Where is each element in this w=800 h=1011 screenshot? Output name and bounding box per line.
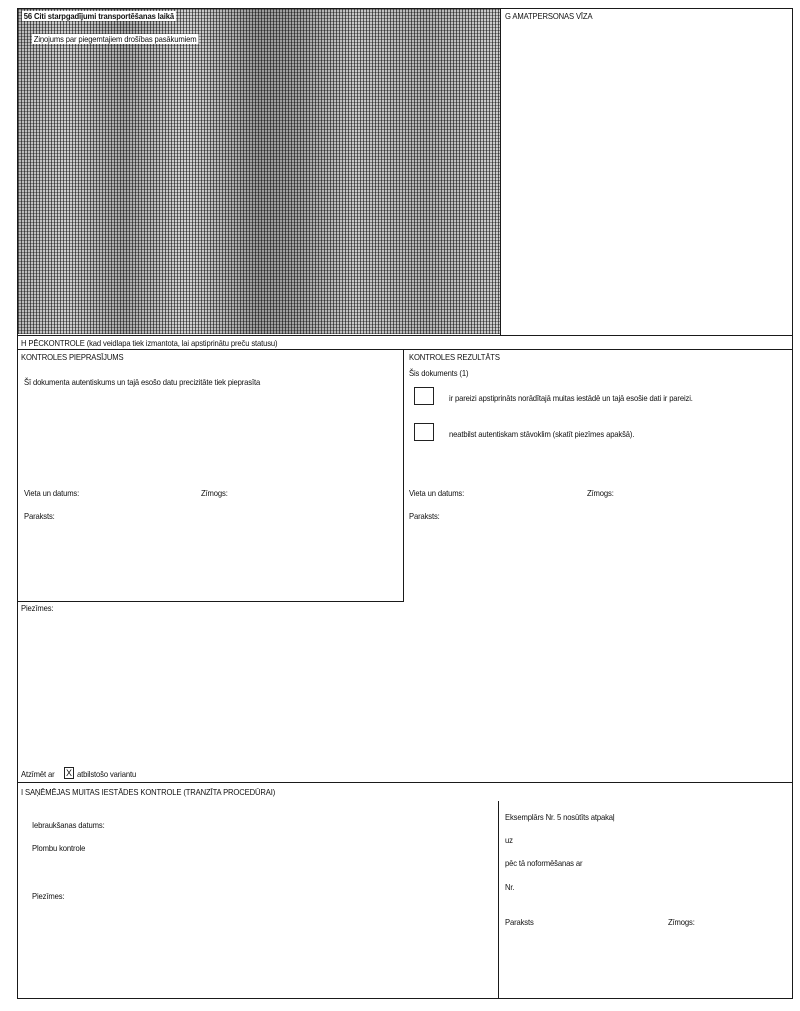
- result-option2-label: neatbilst autentiskam stāvoklim (skatīt piezīmes apakšā).: [449, 429, 635, 439]
- result-option2-checkbox[interactable]: [414, 423, 434, 441]
- control-request-signature: Paraksts:: [24, 511, 55, 521]
- control-request-text: Šī dokumenta autentiskums un tajā esošo datu precizitāte tiek pieprasīta: [24, 377, 261, 387]
- mark-x-box: X: [65, 768, 72, 778]
- divider-i-vertical: [498, 801, 499, 999]
- control-result-doc-label: Šis dokuments (1): [409, 368, 469, 378]
- control-result-signature: Paraksts:: [409, 511, 440, 521]
- box-56-subtitle: Ziņojums par piegemtajiem drošības pasākumiem: [33, 34, 197, 44]
- result-option1-checkbox[interactable]: [414, 387, 434, 405]
- box-56-hatched-area: [18, 9, 500, 334]
- divider-h-top: [17, 335, 793, 336]
- control-request-title: KONTROLES PIEPRASĪJUMS: [21, 352, 124, 362]
- mark-prefix: Atzīmēt ar: [21, 769, 55, 779]
- section-i-notes-label: Piezīmes:: [32, 891, 65, 901]
- to-label: uz: [505, 835, 513, 845]
- section-g-title: G AMATPERSONAS VĪZA: [505, 11, 593, 21]
- notes-label: Piezīmes:: [21, 603, 54, 613]
- control-request-place-date: Vieta un datums:: [24, 488, 80, 498]
- divider-56-g: [500, 8, 501, 335]
- result-option1-label: ir pareizi apstiprināts norādītajā muitas iestādē un tajā esošie dati ir pareizi.: [449, 393, 693, 403]
- section-i-stamp-label: Zīmogs:: [668, 917, 695, 927]
- section-h-title: H PĒCKONTROLE (kad veidlapa tiek izmantota, lai apstiprinātu preču statusu): [21, 338, 278, 348]
- divider-i-top: [17, 782, 793, 783]
- control-result-title: KONTROLES REZULTĀTS: [409, 352, 500, 362]
- mark-suffix: atbilstošo variantu: [77, 769, 137, 779]
- copy-returned-label: Eksemplārs Nr. 5 nosūtīts atpakaļ: [505, 812, 615, 822]
- seal-check-label: Plombu kontrole: [32, 843, 86, 853]
- after-reg-label: pēc tā noformēšanas ar: [505, 858, 583, 868]
- section-i-signature-label: Paraksts: [505, 917, 534, 927]
- arrival-date-label: Iebraukšanas datums:: [32, 820, 105, 830]
- nr-label: Nr.: [505, 882, 515, 892]
- control-result-stamp: Zīmogs:: [587, 488, 614, 498]
- control-result-place-date: Vieta un datums:: [409, 488, 465, 498]
- section-i-title: I SAŅĒMĒJAS MUITAS IESTĀDES KONTROLE (TRANZĪTA PROCEDŪRAI): [21, 787, 276, 797]
- control-request-stamp: Zīmogs:: [201, 488, 228, 498]
- box-56-title: 56 Citi starpgadījumi transportēšanas laikā: [23, 11, 175, 21]
